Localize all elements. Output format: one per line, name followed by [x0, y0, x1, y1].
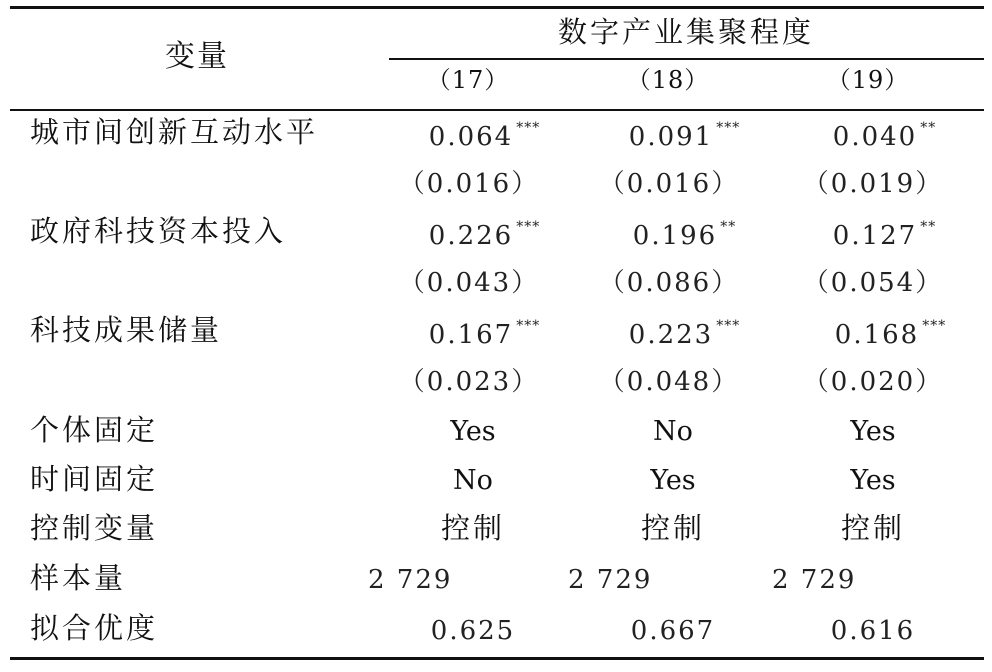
coef-government-18: 0.196 ** — [632, 219, 737, 251]
significance-stars: *** — [516, 219, 541, 235]
coef-innovation-18: 0.091 *** — [628, 120, 741, 152]
column-header-18: （18） — [626, 66, 710, 94]
sample-size-19: 2 729 — [772, 565, 857, 595]
row-label-government-investment: 政府科技资本投入 — [30, 214, 287, 248]
regression-table — [10, 0, 984, 672]
significance-stars: *** — [716, 318, 741, 334]
row-label-goodness-of-fit: 拟合优度 — [30, 611, 159, 645]
column-header-19: （19） — [826, 66, 910, 94]
sample-size-18: 2 729 — [568, 565, 653, 595]
coef-tech-18: 0.223 *** — [628, 318, 741, 350]
significance-stars: *** — [716, 120, 741, 136]
coef-innovation-17: 0.064 *** — [428, 120, 541, 152]
row-label-tech-achievements: 科技成果储量 — [30, 313, 223, 347]
row-label-sample-size: 样本量 — [30, 561, 127, 595]
column-header-17: （17） — [426, 66, 510, 94]
goodness-of-fit-17: 0.625 — [430, 616, 516, 646]
row-label-time-fixed: 时间固定 — [30, 462, 159, 496]
control-variables-19: 控制 — [840, 511, 905, 545]
group-underline — [389, 58, 984, 60]
se-tech-19: （0.020） — [802, 367, 944, 397]
control-variables-18: 控制 — [640, 511, 705, 545]
significance-stars: *** — [516, 120, 541, 136]
se-innovation-19: （0.019） — [802, 169, 944, 199]
individual-fixed-19: Yes — [850, 416, 896, 447]
coef-tech-17: 0.167 *** — [428, 318, 541, 350]
individual-fixed-18: No — [653, 416, 693, 447]
significance-stars: ** — [920, 120, 937, 136]
goodness-of-fit-19: 0.616 — [830, 616, 916, 646]
bottom-rule — [10, 657, 984, 660]
goodness-of-fit-18: 0.667 — [630, 616, 716, 646]
se-government-19: （0.054） — [802, 268, 944, 298]
coef-innovation-19: 0.040 ** — [832, 120, 937, 152]
individual-fixed-17: Yes — [450, 416, 496, 447]
coef-government-17: 0.226 *** — [428, 219, 541, 251]
time-fixed-17: No — [453, 465, 493, 496]
time-fixed-18: Yes — [650, 465, 696, 496]
significance-stars: ** — [720, 219, 737, 235]
se-government-17: （0.043） — [398, 268, 540, 298]
row-label-individual-fixed: 个体固定 — [30, 413, 159, 447]
time-fixed-19: Yes — [850, 465, 896, 496]
significance-stars: ** — [920, 219, 937, 235]
sample-size-17: 2 729 — [368, 565, 453, 595]
significance-stars: *** — [922, 318, 947, 334]
se-innovation-18: （0.016） — [598, 169, 740, 199]
significance-stars: *** — [516, 318, 541, 334]
se-tech-17: （0.023） — [398, 367, 540, 397]
variable-header: 变量 — [165, 39, 229, 74]
se-tech-18: （0.048） — [598, 367, 740, 397]
se-innovation-17: （0.016） — [398, 169, 540, 199]
top-rule — [10, 6, 984, 9]
coef-government-19: 0.127 ** — [832, 219, 937, 251]
row-label-control-variables: 控制变量 — [30, 511, 159, 545]
control-variables-17: 控制 — [440, 511, 505, 545]
coef-tech-19: 0.168 *** — [834, 318, 947, 350]
header-rule — [10, 109, 984, 111]
row-label-innovation-interaction: 城市间创新互动水平 — [30, 115, 319, 149]
dependent-variable-header: 数字产业集聚程度 — [558, 15, 815, 49]
se-government-18: （0.086） — [598, 268, 740, 298]
